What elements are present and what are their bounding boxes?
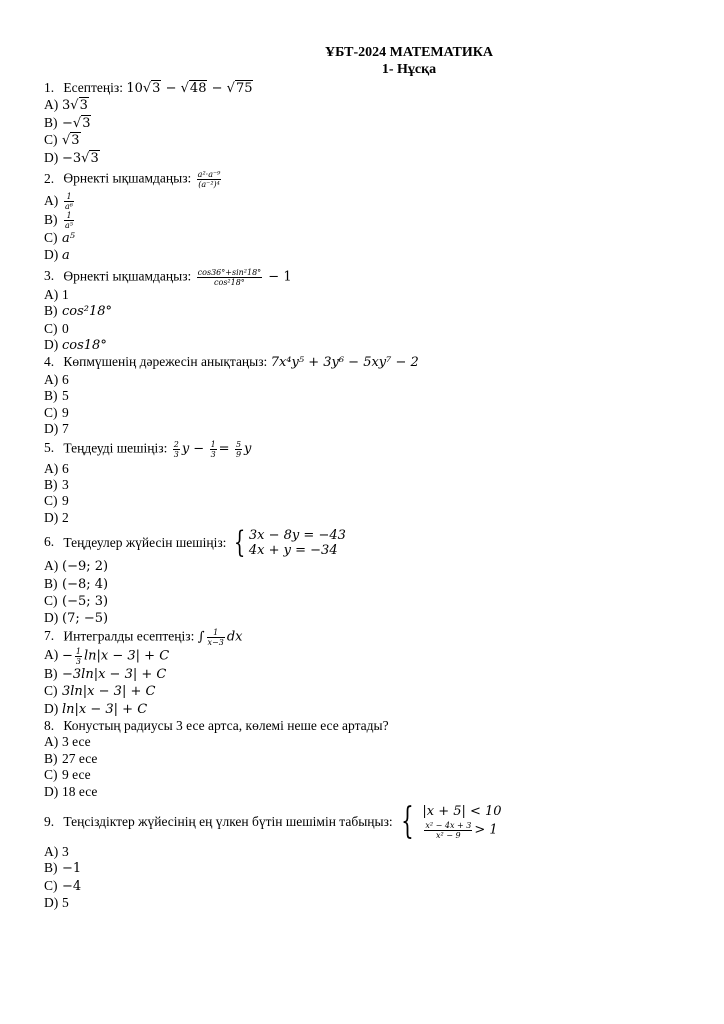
option-a[interactable]: A) 6 bbox=[44, 460, 69, 476]
option-d[interactable]: D) a bbox=[44, 247, 70, 264]
option-d[interactable]: D) 18 есе bbox=[44, 783, 98, 799]
option-a[interactable]: A) − $\frac{1}{3}$ ln|x − 3| + C bbox=[44, 646, 170, 666]
option-b[interactable]: B) −√3 bbox=[44, 114, 91, 131]
option-a[interactable]: A) 1 bbox=[44, 286, 69, 302]
option-d[interactable]: D) −3√3 bbox=[44, 149, 99, 166]
test-page bbox=[44, 44, 684, 912]
option-d[interactable]: D) 5 bbox=[44, 895, 69, 911]
option-c[interactable]: C) 3ln|x − 3| + C bbox=[44, 683, 156, 700]
page-title: ҰБТ-2024 МАТЕМАТИКА bbox=[324, 45, 494, 60]
option-c[interactable]: C) 9 есе bbox=[44, 767, 91, 783]
question-expression: 10√3 − √48 − √75 bbox=[126, 81, 253, 96]
option-a[interactable]: A) 6 bbox=[44, 371, 69, 387]
option-b[interactable]: B) cos²18° bbox=[44, 303, 113, 320]
option-d[interactable]: D) (7; −5) bbox=[44, 610, 109, 627]
option-b[interactable]: B) $\frac{1}{\text{a⁵}}$ bbox=[44, 211, 73, 231]
question-5: 5. Теңдеуді шешіңіз: $\frac{2}{3}$ y − $\frac{1}{3}$ = $\frac{5}{9}$ y bbox=[44, 439, 252, 459]
option-d[interactable]: D) 2 bbox=[44, 509, 69, 525]
option-b[interactable]: B) 3 bbox=[44, 476, 69, 492]
option-b[interactable]: B) −3ln|x − 3| + C bbox=[44, 665, 167, 682]
option-a[interactable]: A) 3 bbox=[44, 844, 69, 859]
question-8: 8. Конустың радиусы 3 есе артса, көлемі неше есе артады? bbox=[44, 717, 389, 733]
option-b[interactable]: B) (−8; 4) bbox=[44, 575, 109, 592]
question-7: 7. Интегралды есептеңіз: ∫ $\frac{1}{x-3}$ dx bbox=[44, 627, 243, 647]
option-a[interactable]: A) 3√3 bbox=[44, 97, 88, 114]
question-3: 3. Өрнекті ықшамдаңыз: $\frac{\text{cos36°+sin²18°}}{\text{cos²18°}}$ − 1 bbox=[44, 267, 292, 287]
option-b[interactable]: B) 5 bbox=[44, 388, 69, 404]
question-2: 2. Өрнекті ықшамдаңыз: $\frac{\text{a²·a⁻⁹}}{\text{(a⁻²)⁴}}$ bbox=[44, 170, 221, 190]
option-d[interactable]: D) ln|x − 3| + C bbox=[44, 700, 148, 717]
option-c[interactable]: C) √3 bbox=[44, 132, 80, 149]
option-c[interactable]: C) 9 bbox=[44, 404, 69, 420]
variant-title: 1- Нұсқа bbox=[381, 62, 437, 77]
option-c[interactable]: C) a⁵ bbox=[44, 230, 75, 247]
question-1: 1. Есептеңіз: 10√3 − √48 − √75 bbox=[44, 80, 253, 96]
option-c[interactable]: C) (−5; 3) bbox=[44, 592, 109, 609]
question-9: 9. Теңсіздіктер жүйесінің ең үлкен бүтін шешімін табыңыз: { |x + 5| < 10 $\frac{\text{x² − 4x + 3}}{\text{x² − 9}}$ > 1 bbox=[44, 801, 502, 842]
option-a[interactable]: A) $\frac{1}{\text{a⁶}}$ bbox=[44, 192, 73, 212]
option-a[interactable]: A) 3 есе bbox=[44, 734, 91, 750]
question-4: 4. Көпмүшенің дәрежесін анықтаңыз: 7x⁴y⁵ + 3y⁶ − 5xy⁷ − 2 bbox=[44, 354, 419, 371]
option-c[interactable]: C) 9 bbox=[44, 493, 69, 509]
question-text: Есептеңіз: bbox=[63, 80, 123, 95]
option-a[interactable]: A) (−9; 2) bbox=[44, 558, 109, 575]
option-d[interactable]: D) 7 bbox=[44, 421, 69, 437]
option-c[interactable]: C) −4 bbox=[44, 877, 82, 894]
option-b[interactable]: B) 27 есе bbox=[44, 750, 98, 766]
option-b[interactable]: B) −1 bbox=[44, 860, 82, 877]
option-d[interactable]: D) cos18° bbox=[44, 337, 107, 354]
question-6: 6. Теңдеулер жүйесін шешіңіз: { 3x − 8y = −43 4x + y = −34 bbox=[44, 525, 346, 561]
option-c[interactable]: C) 0 bbox=[44, 320, 69, 336]
header bbox=[44, 44, 684, 78]
